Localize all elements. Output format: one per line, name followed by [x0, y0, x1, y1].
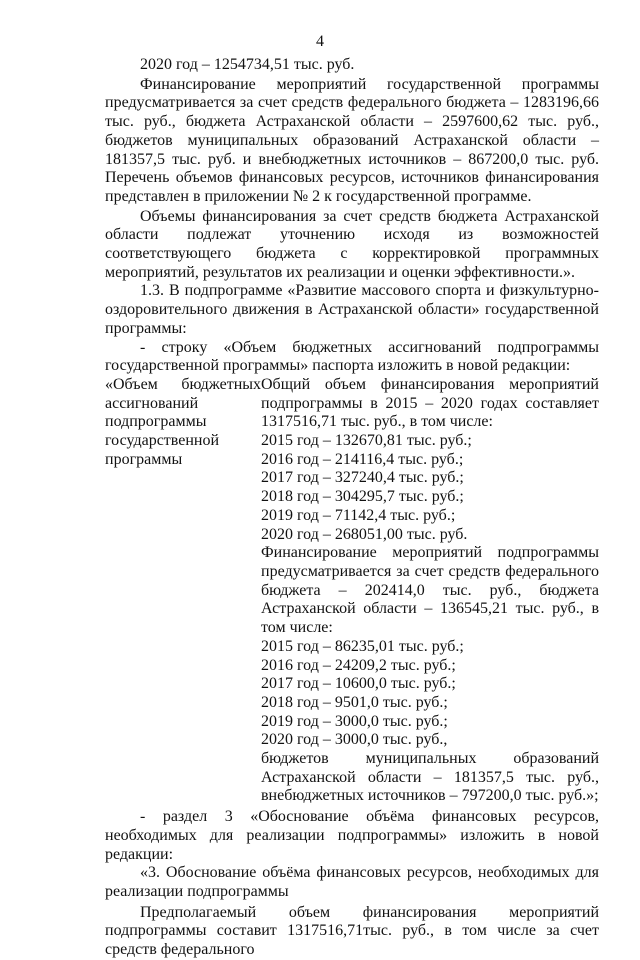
table-left-label: «Объем бюджетных ассигнований подпрограммы государственной программы [105, 375, 261, 468]
paragraph-volumes: Объемы финансирования за счет средств бюджета Астраханской области подлежат уточнению исходя из возможностей соответствующего бюджета с корректировкой программных мероприятий, результатов их реализации и оценки эффективности.». [105, 207, 599, 281]
year-region-2016: 2016 год – 24209,2 тыс. руб.; [261, 656, 456, 674]
table-right-cell [261, 376, 599, 806]
page-number: 4 [316, 33, 324, 50]
document-body [105, 56, 599, 960]
year-total-2019: 2019 год – 71142,4 тыс. руб.; [261, 506, 456, 524]
section-3-title: «3. Обоснование объёма финансовых ресурсов, необходимых для реализации подпрограммы [105, 864, 599, 900]
intro-line: 2020 год – 1254734,51 тыс. руб. [140, 56, 355, 73]
year-total-2020: 2020 год – 268051,00 тыс. руб. [261, 525, 468, 543]
paragraph-line-item: - строку «Объем бюджетных ассигнований подпрограммы государственной программы» паспорта изложить в новой редакции: [105, 338, 599, 375]
year-region-2020: 2020 год – 3000,0 тыс. руб., [261, 731, 448, 749]
year-total-2016: 2016 год – 214116,4 тыс. руб.; [261, 450, 464, 468]
financing-sources-text: Финансирование мероприятий подпрограммы предусматривается за счет средств федерального бюджета – 202414,0 тыс. руб., бюджета Астраханской области – 136545,21 тыс. руб., в том числе: [261, 544, 599, 637]
paragraph-1-3: 1.3. В подпрограмме «Развитие массового спорта и физкультурно-оздоровительного движения в Астраханской области» государственной программы: [105, 282, 599, 337]
year-region-2019: 2019 год – 3000,0 тыс. руб.; [261, 712, 448, 730]
year-total-2015: 2015 год – 132670,81 тыс. руб.; [261, 432, 472, 450]
paragraph-estimated: Предполагаемый объем финансирования мероприятий подпрограммы составит 1317516,71тыс. руб., в том числе за счет средств федерального [105, 903, 599, 959]
closing-sources-text: бюджетов муниципальных образований Астраханской области – 181357,5 тыс. руб., внебюджетных источников – 797200,0 тыс. руб.»; [261, 750, 599, 805]
paragraph-section-3: - раздел 3 «Обоснование объёма финансовых ресурсов, необходимых для реализации подпрограммы» изложить в новой редакции: [105, 808, 599, 863]
year-region-2017: 2017 год – 10600,0 тыс. руб.; [261, 675, 456, 693]
passport-table [105, 376, 599, 806]
paragraph-financing: Финансирование мероприятий государственной программы предусматривается за счет средств федерального бюджета – 1283196,66 тыс. руб., бюджета Астраханской области – 2597600,62 тыс. руб., бюджетов муниципальных образований Астраханской области – 181357,5 тыс. руб. и внебюджетных источников – 867200,0 тыс. руб. Перечень объемов финансовых ресурсов, источников финансирования представлен в приложении № 2 к государственной программе. [105, 75, 599, 205]
year-region-2018: 2018 год – 9501,0 тыс. руб.; [261, 693, 448, 711]
year-total-2018: 2018 год – 304295,7 тыс. руб.; [261, 488, 464, 506]
year-region-2015: 2015 год – 86235,01 тыс. руб.; [261, 637, 464, 655]
total-financing-text: Общий объем финансирования мероприятий подпрограммы в 2015 – 2020 годах составляет 1317516,71 тыс. руб., в том числе: [261, 375, 599, 431]
year-total-2017: 2017 год – 327240,4 тыс. руб.; [261, 469, 464, 487]
